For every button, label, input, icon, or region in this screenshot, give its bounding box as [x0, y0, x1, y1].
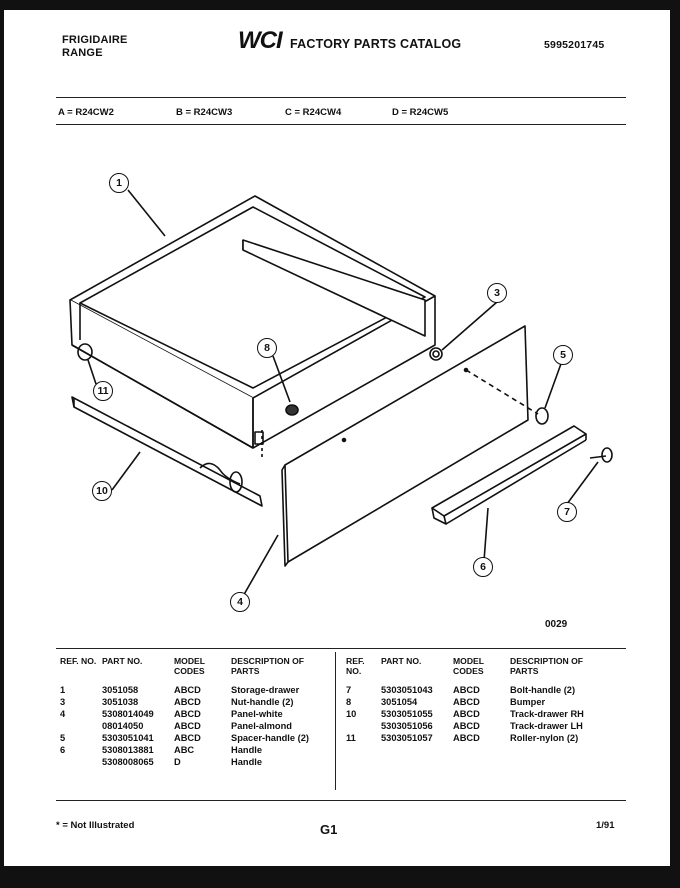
bumper-drawing [286, 405, 298, 415]
model-codes-cell: ABCD [174, 697, 201, 707]
table-header-row [60, 656, 331, 684]
description-cell: Panel-almond [231, 721, 292, 731]
description-cell: Handle [231, 757, 262, 767]
part-no-cell: 5303051057 [381, 733, 433, 743]
part-no-cell: 5303051056 [381, 721, 433, 731]
col-model-codes: MODEL CODES [453, 656, 484, 676]
description-cell: Spacer-handle (2) [231, 733, 310, 743]
table-row [60, 684, 331, 696]
description-cell: Bolt-handle (2) [510, 685, 576, 695]
col-model-codes: MODEL CODES [174, 656, 205, 676]
callout-11: 11 [93, 381, 113, 401]
table-row [60, 732, 331, 744]
model-codes-cell: ABC [174, 745, 195, 755]
description-cell: Track-drawer RH [510, 709, 584, 719]
part-no-cell: 5308008065 [102, 757, 154, 767]
model-codes-cell: ABCD [174, 733, 201, 743]
table-row [346, 720, 610, 732]
date-code: 1/91 [596, 820, 615, 831]
table-row [60, 744, 331, 756]
ref-no-cell: 6 [60, 745, 66, 755]
model-codes-cell: ABCD [453, 733, 480, 743]
model-codes-cell: ABCD [453, 721, 480, 731]
table-row [346, 696, 610, 708]
table-column-divider [335, 652, 336, 790]
part-no-cell: 5308013881 [102, 745, 154, 755]
ref-no-cell [346, 720, 381, 732]
model-codes-cell: ABCD [453, 697, 480, 707]
description-cell: Track-drawer LH [510, 721, 583, 731]
part-no-cell: 5303051043 [381, 685, 433, 695]
callout-10: 10 [92, 481, 112, 501]
description-cell: Handle [231, 745, 262, 755]
callout-4: 4 [230, 592, 250, 612]
table-bottom-rule [56, 800, 626, 801]
col-ref-no: REF. NO. [60, 656, 97, 666]
product-type: RANGE [62, 47, 103, 59]
model-codes-cell: ABCD [453, 685, 480, 695]
col-description: DESCRIPTION OF PARTS [510, 656, 584, 676]
col-ref-no: REF. NO. [346, 656, 365, 676]
ref-no-cell: 5 [60, 733, 66, 743]
ref-no-cell: 8 [346, 697, 352, 707]
table-header-row [346, 656, 610, 684]
model-codes-cell: ABCD [174, 721, 201, 731]
table-row [60, 756, 331, 768]
catalog-title: FACTORY PARTS CATALOG [290, 37, 462, 51]
col-description: DESCRIPTION OF PARTS [231, 656, 305, 676]
part-no-cell: 08014050 [102, 721, 144, 731]
model-code-c: C = R24CW4 [285, 107, 342, 118]
ref-no-cell: 4 [60, 709, 66, 719]
model-codes-cell: ABCD [453, 709, 480, 719]
part-no-cell: 5303051055 [381, 709, 433, 719]
col-part-no: PART NO. [102, 656, 143, 666]
footnote: * = Not Illustrated [56, 820, 135, 831]
description-cell: Bumper [510, 697, 546, 707]
table-top-rule [56, 648, 626, 649]
diagram-ref-code: 0029 [545, 619, 568, 630]
ref-no-cell [60, 756, 102, 768]
model-codes-cell: ABCD [174, 685, 201, 695]
parts-table-left [60, 656, 331, 768]
ref-no-cell [60, 720, 102, 732]
model-code-a: A = R24CW2 [58, 107, 114, 118]
table-row [60, 708, 331, 720]
ref-no-cell: 1 [60, 685, 66, 695]
table-row [346, 732, 610, 744]
model-codes-cell: D [174, 757, 181, 767]
callout-8: 8 [257, 338, 277, 358]
callout-5: 5 [553, 345, 573, 365]
spacer-drawing [536, 408, 548, 424]
part-no-cell: 3051038 [102, 697, 139, 707]
table-row [346, 708, 610, 720]
bolt-drawing [590, 448, 612, 462]
description-cell: Roller-nylon (2) [510, 733, 579, 743]
col-part-no: PART NO. [381, 656, 422, 666]
callout-7: 7 [557, 502, 577, 522]
description-cell: Panel-white [231, 709, 283, 719]
table-row [60, 720, 331, 732]
document-number: 5995201745 [544, 39, 605, 51]
part-no-cell: 3051054 [381, 697, 418, 707]
part-no-cell: 5303051041 [102, 733, 154, 743]
wci-logo: WCI [238, 27, 282, 54]
nut-drawing [430, 348, 442, 360]
callout-6: 6 [473, 557, 493, 577]
part-no-cell: 3051058 [102, 685, 139, 695]
callout-3: 3 [487, 283, 507, 303]
model-code-d: D = R24CW5 [392, 107, 449, 118]
description-cell: Nut-handle (2) [231, 697, 294, 707]
table-row [60, 696, 331, 708]
parts-table-right [346, 656, 610, 744]
model-codes-cell: ABCD [174, 709, 201, 719]
page-number: G1 [320, 822, 338, 837]
table-row [346, 684, 610, 696]
brand-name: FRIGIDAIRE [62, 34, 128, 46]
callout-1: 1 [109, 173, 129, 193]
description-cell: Storage-drawer [231, 685, 300, 695]
part-no-cell: 5308014049 [102, 709, 154, 719]
ref-no-cell: 7 [346, 685, 352, 695]
model-code-b: B = R24CW3 [176, 107, 233, 118]
ref-no-cell: 10 [346, 709, 357, 719]
ref-no-cell: 11 [346, 733, 356, 743]
ref-no-cell: 3 [60, 697, 66, 707]
